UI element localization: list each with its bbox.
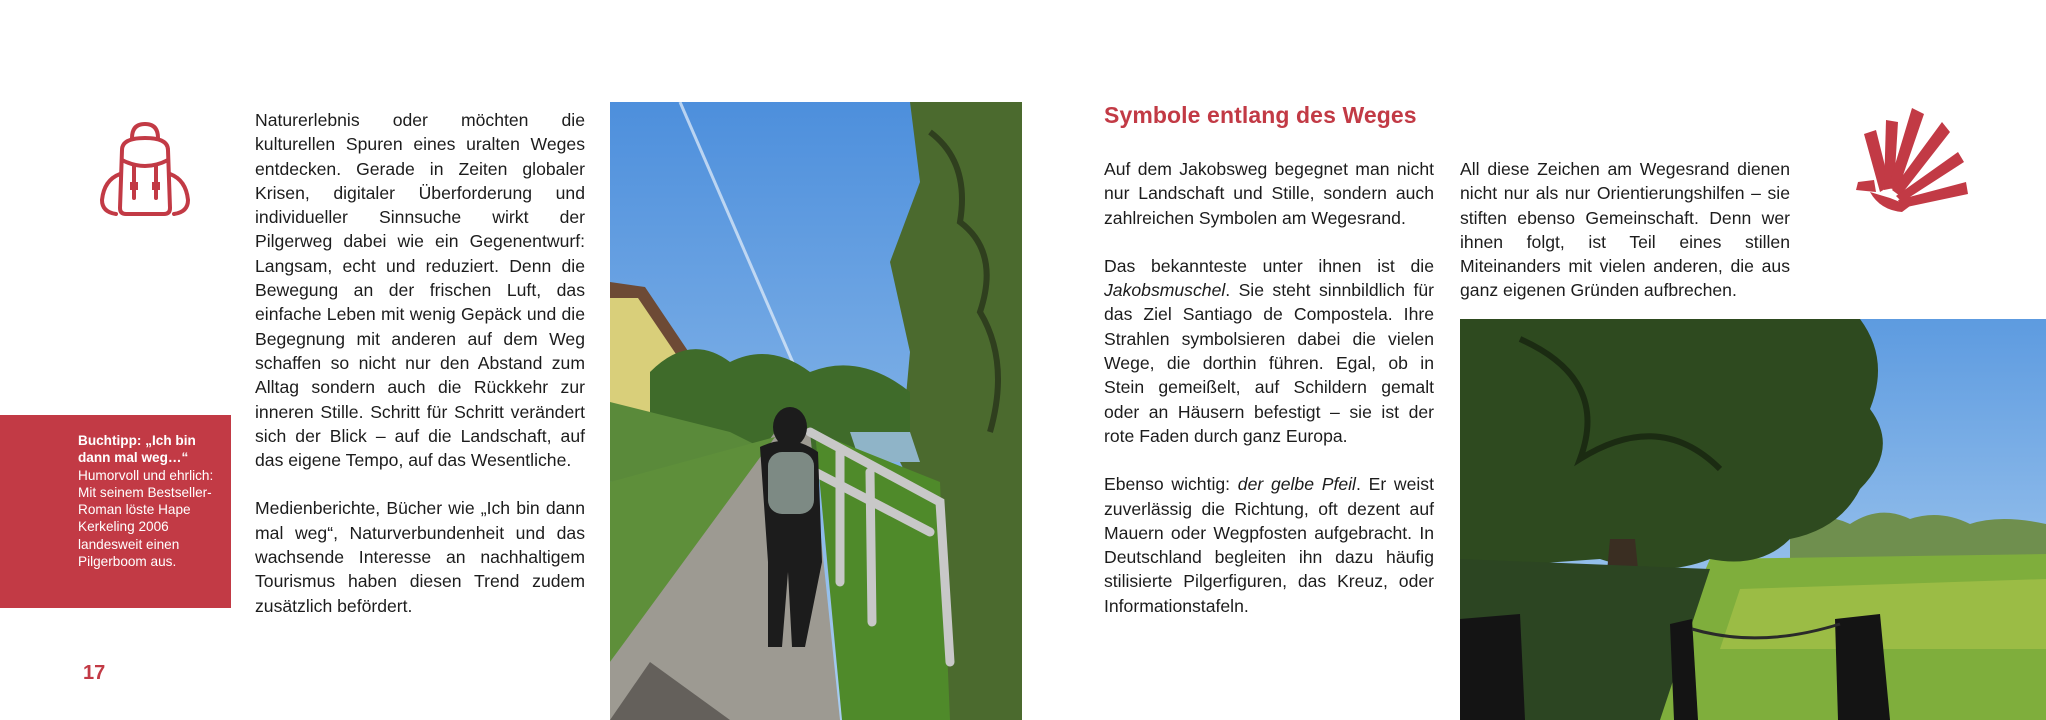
paragraph: Das bekannteste unter ihnen ist die Jakobsmuschel. Sie steht sinnbildlich für das Ziel Santiago de Compostela. Ihre Strahlen symbolsieren dabei die vielen Wege, die dorthin führen. Egal, ob in Stein gemeißelt, auf Schildern gemalt oder an Häusern befestigt – sie ist der rote Faden durch ganz Europa. — [1104, 255, 1434, 446]
paragraph: Auf dem Jakobsweg begegnet man nicht nur Landschaft und Stille, sondern auch zahlreichen Symbolen am Wegesrand. — [1104, 159, 1434, 228]
emphasis: Jakobsmuschel — [1104, 280, 1226, 301]
book-tip-box — [0, 415, 231, 608]
scallop-shell-icon — [1850, 100, 1968, 216]
right-text-column — [1460, 157, 1790, 303]
hiker-path-photo — [610, 102, 1022, 720]
emphasis: der gelbe Pfeil — [1237, 474, 1356, 495]
book-tip-text: Humorvoll und ehrlich: Mit seinem Bestseller-Roman löste Hape Kerkeling 2006 landesweit einen Pilgerboom aus. — [78, 467, 214, 570]
middle-text-column — [1104, 157, 1434, 618]
paragraph: Naturerlebnis oder möchten die kulturellen Spuren eines uralten Weges entdecken. Gerade in Zeiten globaler Krisen, digitaler Überforderung und individueller Sinnsuche wirkt der Pilgerweg dabei wie ein Gegenentwurf: Langsam, echt und reduziert. Denn die Bewegung an der frischen Luft, das einfache Leben mit wenig Gepäck und die Begegnung mit anderen auf dem Weg schaffen so nicht nur den Abstand zum Alltag sondern auch die Rückkehr zur inneren Stille. Schritt für Schritt verändert sich der Blick – auf die Landschaft, auf das eigene Tempo, auf das Wesentliche. — [255, 110, 585, 471]
paragraph: Medienberichte, Bücher wie „Ich bin dann mal weg“, Naturverbundenheit und das wachsende Interesse an nachhaltigem Tourismus haben diesen Trend zudem zusätzlich befördert. — [255, 498, 585, 616]
book-tip-title: Buchtipp: „Ich bin dann mal weg…“ — [78, 433, 196, 466]
section-heading: Symbole entlang des Weges — [1104, 102, 1417, 128]
left-text-column — [255, 108, 585, 618]
paragraph: All diese Zeichen am Wegesrand dienen nicht nur als nur Orientierungshilfen – sie stiften ebenso Gemeinschaft. Denn wer ihnen folgt, ist Teil eines stillen Miteinanders mit vielen anderen, die aus ganz eigenen Gründen aufbrechen. — [1460, 159, 1790, 301]
page-number: 17 — [83, 662, 106, 684]
meadow-photo — [1460, 319, 2046, 720]
paragraph: Ebenso wichtig: der gelbe Pfeil. Er weist zuverlässig die Richtung, oft dezent auf Mauern oder Wegpfosten aufgebracht. In Deutschland begleiten ihn dazu häufig stilisierte Pilgerfiguren, das Kreuz, oder Informationstafeln. — [1104, 474, 1434, 616]
backpack-icon — [98, 120, 192, 220]
